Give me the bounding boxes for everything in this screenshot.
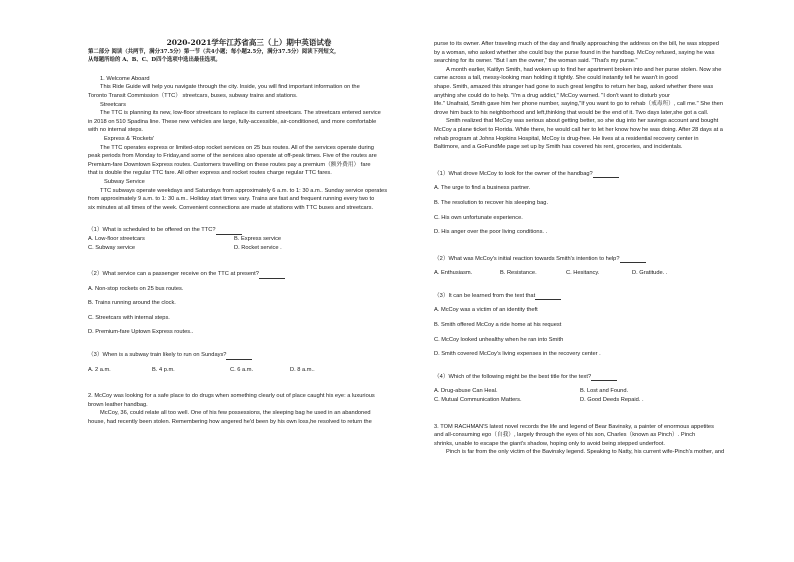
option-b[interactable]: B. Express service (234, 235, 282, 242)
passage-line: 2. McCoy was looking for a safe place to do drugs when something clearly out of place caught his eye: a luxurious (88, 393, 375, 400)
question-2-2 (434, 255, 764, 278)
passage-line: six minutes at all times of the week. Convenient connections are made at stations with TTC buses and streetcars. (88, 204, 374, 211)
instruction-line: 第二部分 阅读（共两节，满分37.5分）第一节（共4小题；每小题2.5分，满分37.5分）阅读下列短文， (88, 49, 340, 55)
passage-line: TTC subways operate weekdays and Saturdays from approximately 6 a.m. to 1: 30 a.m.. Sunday service operates (100, 187, 388, 194)
passage-line: in 2018 on 510 Spadina line. These new vehicles are large, fully-accessible, air-conditioned, and more comfortable (88, 118, 377, 125)
option-c[interactable]: C. Mutual Communication Matters. (434, 397, 522, 404)
answer-blank[interactable] (535, 293, 561, 300)
passage-line: McCoy, 36, could relate all too well. One of his few possessions, the sleeping bag he used in an abandoned (100, 410, 371, 417)
passage-line: life." Unafraid, Smith gave him her phone number, saying,"If you want to go to rehab（戒毒所）, call me." She then (434, 101, 723, 108)
option-a[interactable]: A. 2 a.m. (88, 366, 111, 373)
option-b[interactable]: B. 4 p.m. (152, 366, 175, 373)
question-1-2 (88, 270, 410, 337)
question-2-3 (434, 292, 764, 359)
passage-line: with no internal steps. (88, 127, 144, 134)
option-a[interactable]: A. Non-stop rockets on 25 bus routes. (88, 285, 184, 292)
question-stem: （3）It can be learned from the text that (434, 292, 536, 299)
option-a[interactable]: A. Drug-abuse Can Heal. (434, 388, 498, 395)
passage-line: A month earlier, Kaitlyn Smith, had woken up to find her apartment broken into and her purse stolen. Now she (446, 66, 722, 73)
passage-line: shape. Smith, amazed this stranger had gone to such great lengths to return her bag, asked whether there was (434, 83, 714, 90)
section-heading: Streetcars (100, 101, 126, 108)
option-d[interactable]: D. Gratitude. . (632, 270, 668, 277)
passage-2-continued (434, 40, 764, 152)
instruction-line: 从每题所给的 A、B、C、D四个选项中选出最佳选项。 (88, 57, 221, 64)
option-c[interactable]: C. His own unfortunate experience. (434, 214, 523, 221)
answer-blank[interactable] (226, 353, 252, 360)
answer-blank[interactable] (216, 228, 242, 235)
passage-line: and all-consuming ego（自我）, largely through the eyes of his son, Charles（known as Pinch）. Pinch (434, 432, 696, 439)
passage-line: peak periods from Monday to Friday,and some of the services also operate at off-peak times. Five of the routes are (88, 153, 377, 160)
question-1-3 (88, 351, 410, 374)
question-2-1 (434, 170, 764, 237)
option-d[interactable]: D. Rocket service . (234, 244, 282, 251)
answer-blank[interactable] (591, 374, 617, 381)
option-d[interactable]: D. Premium-fare Uptown Express routes.. (88, 329, 194, 336)
left-column (88, 38, 410, 427)
option-b[interactable]: B. The resolution to recover his sleeping bag. (434, 199, 549, 206)
passage-line: Premium-fare Downtown Express routes. Customers travelling on these routes pay a premium（额外费用） fare (88, 161, 371, 168)
passage-2 (88, 392, 410, 426)
passage-line: searching for its owner. "But I am the owner," the woman said. "That's my purse." (434, 58, 638, 65)
option-d[interactable]: D. Smith covered McCoy's living expenses in the recovery center . (434, 351, 601, 358)
passage-line: This Ride Guide will help you navigate through the city. Inside, you will find important information on the (100, 84, 360, 91)
right-column (434, 40, 764, 457)
passage-line: drove him back to his neighborhood and left,thinking that would be the end of it. Two days later,she got a call. (434, 109, 709, 116)
passage-1 (88, 75, 410, 213)
section-heading: Express & 'Rockets' (104, 135, 155, 142)
passage-3 (434, 423, 764, 457)
passage-line: from approximately 9 a.m. to 1: 30 a.m.. Holiday start times vary. Trains are fast and frequent running every two to (88, 196, 375, 203)
passage-line: purse to its owner. After traveling much of the day and finally approaching the address on the bill, he was stopped (434, 41, 719, 47)
option-c[interactable]: C. Subway service (88, 244, 136, 251)
passage-line: Smith realized that McCoy was serious about getting better, so she dug into her savings account and bought (446, 118, 719, 125)
option-c[interactable]: C. 6 a.m. (230, 366, 254, 373)
option-d[interactable]: D. His anger over the poor living conditions. . (434, 229, 548, 236)
option-a[interactable]: A. The urge to find a business partner. (434, 185, 531, 192)
question-stem: （1）What is scheduled to be offered on the TTC? (88, 227, 216, 234)
passage-line: brown leather handbag. (88, 401, 148, 408)
passage-line: shrinks, unable to escape the giant's shadow, hoping only to avoid being stepped underfoot. (434, 440, 665, 447)
passage-heading: 1. Welcome Aboard (100, 75, 150, 82)
question-stem: （4）Which of the following might be the best title for the text? (434, 373, 592, 380)
passage-line: house, had recently been stolen. Remembering how angered he'd been by his own loss,he resolved to return the (88, 419, 372, 426)
passage-line: came across a tall, messy-looking man holding it tightly. She could instantly tell he wasn't in good (434, 75, 678, 82)
passage-line: 3. TOM RACHMAN'S latest novel records the life and legend of Bear Bavinsky, a painter of enormous appetites (434, 423, 714, 430)
question-1-1 (88, 226, 410, 252)
passage-line: that is double the regular TTC fare. All other express and rocket routes charge regular TTC fares. (88, 170, 332, 177)
option-a[interactable]: A. Enthusiasm. (434, 270, 473, 277)
option-a[interactable]: A. McCoy was a victim of an identity theft (434, 307, 538, 314)
passage-line: Pinch is far from the only victim of the Bavinsky legend. Speaking to Natty, his current wife-Pinch's mother, and (446, 449, 725, 456)
question-2-4 (434, 373, 764, 405)
question-stem: （1）What drove McCoy to look for the owner of the handbag? (434, 170, 593, 177)
passage-line: anything she could do to help. "I'm a drug addict," McCoy warned. "I don't want to disturb your (434, 92, 670, 99)
question-stem: （2）What was McCoy's initial reaction towards Smith's intention to help? (434, 255, 620, 262)
page-title: 2020-2021学年江苏省高三（上）期中英语试卷 (166, 38, 332, 47)
passage-line: rehab program at Johns Hopkins Hospital, McCoy is drug-free. He lives at a residential recovery center in (434, 135, 699, 142)
section-heading: Subway Service (104, 178, 145, 185)
option-b[interactable]: B. Lost and Found. (580, 388, 629, 395)
option-c[interactable]: C. McCoy looked unhealthy when he ran into Smith (434, 336, 564, 343)
passage-line: The TTC operates express or limited-stop rocket services on 25 bus routes. All of the services operate during (100, 144, 374, 151)
option-c[interactable]: C. Streetcars with internal steps. (88, 314, 170, 321)
answer-blank[interactable] (620, 256, 646, 263)
option-b[interactable]: B. Smith offered McCoy a ride home at his request (434, 322, 562, 329)
option-d[interactable]: D. 8 a.m.. (290, 366, 315, 373)
passage-line: by a woman, who asked whether she could buy the purse found in the handbag. McCoy refused, saying he was (434, 49, 715, 56)
passage-line: McCoy a plane ticket to Florida. While there, he would call her to let her know how he was doing. After 28 days at a (434, 126, 723, 133)
answer-blank[interactable] (259, 272, 285, 279)
passage-line: Toronto Transit Commission（TTC） streetcars, buses, subway trains and stations. (88, 93, 298, 99)
question-stem: （3）When is a subway train likely to run on Sundays? (88, 352, 227, 359)
option-a[interactable]: A. Low-floor streetcars (88, 235, 145, 242)
option-b[interactable]: B. Trains running around the clock. (88, 300, 176, 307)
passage-line: The TTC is planning its new, low-floor streetcars to replace its current streetcars. The streetcars entered service (100, 110, 381, 117)
option-d[interactable]: D. Good Deeds Repaid. . (580, 397, 644, 404)
option-c[interactable]: C. Hesitancy. (566, 270, 600, 277)
option-b[interactable]: B. Resistance. (500, 270, 537, 277)
answer-blank[interactable] (593, 171, 619, 178)
question-stem: （2）What service can a passenger receive on the TTC at present? (88, 271, 259, 278)
passage-line: Baltimore, and a GoFundMe page set up by Smith has covered his rent, groceries, and incidentals. (434, 144, 683, 151)
